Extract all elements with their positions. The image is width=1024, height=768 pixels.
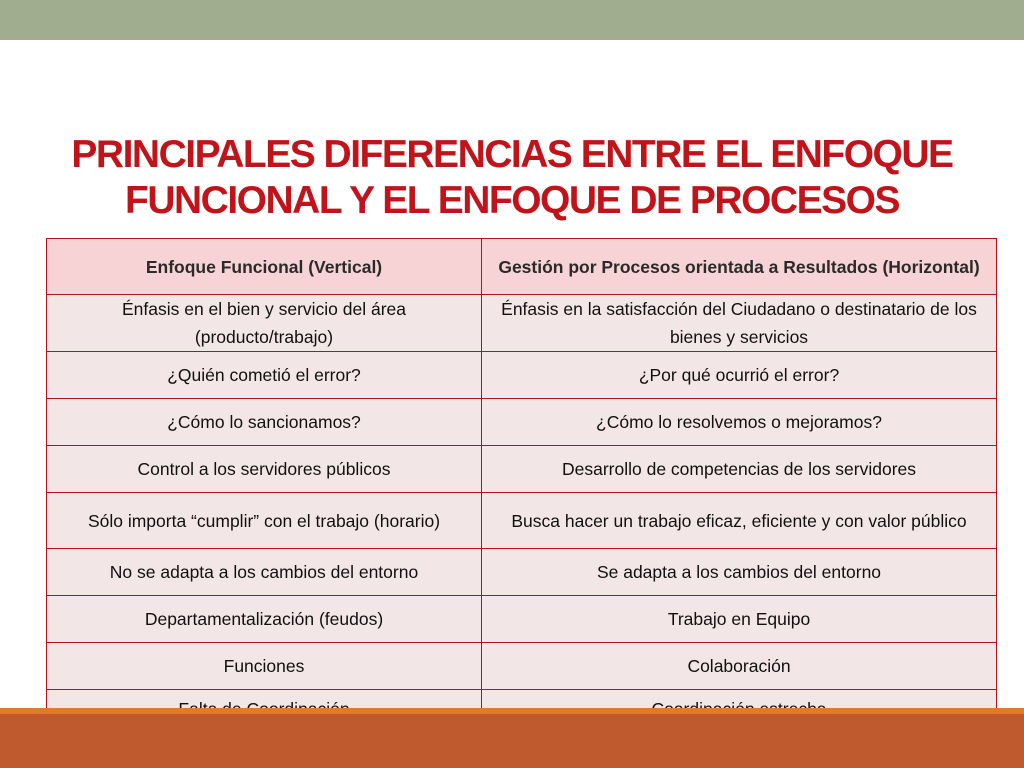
table-row [47, 446, 997, 493]
table-row [47, 596, 997, 643]
header-process-management: Gestión por Procesos orientada a Resultados (Horizontal) [482, 239, 997, 295]
table-cell-functional: ¿Quién cometió el error? [47, 352, 482, 399]
table-cell-process: ¿Cómo lo resolvemos o mejoramos? [482, 399, 997, 446]
table-cell-functional: No se adapta a los cambios del entorno [47, 549, 482, 596]
table-header-row [47, 239, 997, 295]
table-cell-functional: Sólo importa “cumplir” con el trabajo (horario) [47, 493, 482, 549]
table-cell-functional: ¿Cómo lo sancionamos? [47, 399, 482, 446]
bottom-decorative-band [0, 714, 1024, 768]
top-decorative-band [0, 0, 1024, 40]
differences-table [46, 238, 997, 729]
table-cell-functional: Departamentalización (feudos) [47, 596, 482, 643]
table-row [47, 643, 997, 690]
table-row [47, 399, 997, 446]
table-cell-functional: Énfasis en el bien y servicio del área (producto/trabajo) [47, 295, 482, 352]
table-cell-functional: Control a los servidores públicos [47, 446, 482, 493]
table-cell-functional: Funciones [47, 643, 482, 690]
slide-title-line-1: PRINCIPALES DIFERENCIAS ENTRE EL ENFOQUE [71, 133, 953, 176]
table-cell-process: Se adapta a los cambios del entorno [482, 549, 997, 596]
table-row [47, 295, 997, 352]
table-cell-process: Énfasis en la satisfacción del Ciudadano o destinatario de los bienes y servicios [482, 295, 997, 352]
table-row [47, 493, 997, 549]
table-cell-process: Desarrollo de competencias de los servidores [482, 446, 997, 493]
header-functional-approach: Enfoque Funcional (Vertical) [47, 239, 482, 295]
slide-title-line-2: FUNCIONAL Y EL ENFOQUE DE PROCESOS [125, 179, 899, 222]
table-cell-process: ¿Por qué ocurrió el error? [482, 352, 997, 399]
table-cell-process: Busca hacer un trabajo eficaz, eficiente y con valor público [482, 493, 997, 549]
slide-title [0, 132, 1024, 224]
table-row [47, 352, 997, 399]
table-cell-process: Colaboración [482, 643, 997, 690]
table-cell-process: Trabajo en Equipo [482, 596, 997, 643]
table-row [47, 549, 997, 596]
